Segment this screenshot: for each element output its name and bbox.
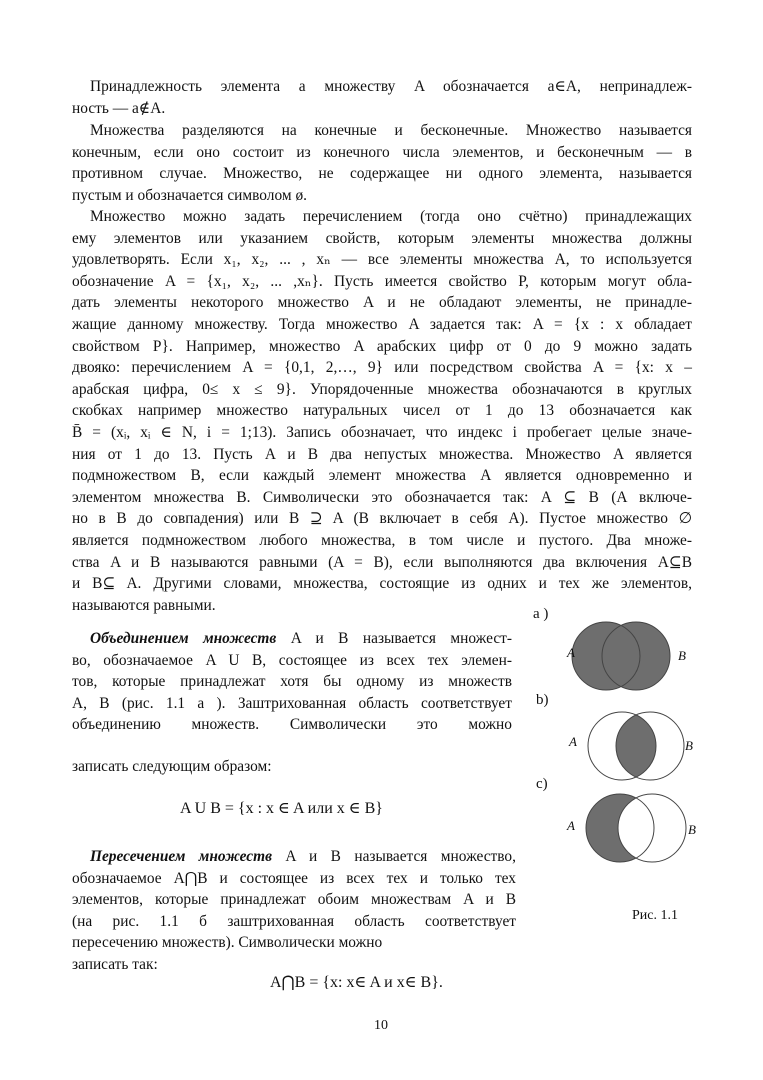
text-line: ния от 1 до 13. Пусть A и B два непустых множества. Множество A является: [72, 445, 692, 463]
text-line: называются равными.: [72, 596, 216, 614]
text-line: дать элементы некоторого множество A и не обладают элементы, не принадле-: [72, 294, 692, 312]
text-line: пересечению множеств). Символически можно: [72, 934, 383, 952]
union-definition: [72, 628, 512, 736]
text-line: противном случае. Множество, не содержащее ни одного элемента, называется: [72, 165, 692, 183]
text-line: записать так:: [72, 955, 158, 973]
paragraph-membership: [72, 76, 692, 119]
panel-c-label: c): [536, 776, 548, 792]
union-formula: A U B = {x : x ∈ A или x ∈ B}: [180, 800, 383, 817]
text-line: Принадлежность элемента a множеству A обозначается a∈A, непринадлеж-: [90, 78, 692, 95]
panel-a-label: a ): [533, 606, 549, 622]
intersection-term: Пересечением множеств: [90, 848, 272, 865]
venn-union-diagram: [556, 616, 686, 696]
text-line: пустым и обозначается символом ø.: [72, 186, 307, 204]
panel-b-set-a: A: [569, 734, 577, 749]
panel-c-set-b: B: [688, 822, 696, 837]
text-line: во, обозначаемое A U B, состоящее из всех тех элемен-: [72, 651, 512, 669]
venn-intersection-diagram: [586, 708, 686, 784]
text-line: свойством P}. Например, множество A арабских цифр от 0 до 9 можно задать: [72, 337, 692, 355]
text-line: Множество можно задать перечислением (тогда оно счётно) принадлежащих: [90, 208, 692, 225]
text-line: жащие данному множеству. Тогда множество A задается так: A = {x : x обладает: [72, 315, 692, 333]
text-line: B̄ = (xᵢ, xᵢ ∈ N, i = 1;13). Запись обозначает, что индекс i пробегает целые значе-: [72, 423, 692, 441]
figure-caption: Рис. 1.1: [632, 908, 678, 923]
text-line: является подмножеством любого множества, в том числе и пустого. Два множе-: [72, 531, 692, 549]
union-continuation: записать следующим образом:: [72, 758, 272, 775]
paragraph-set-definition: [72, 206, 692, 616]
text-line: тов, которые принадлежат хотя бы одному из множеств: [72, 673, 512, 691]
panel-b-label: b): [536, 692, 549, 708]
text-line: ность — a∉A.: [72, 99, 166, 117]
text-line: Пересечением множеств A и B называется множество,: [90, 848, 516, 865]
panel-a-set-a: A: [567, 645, 575, 660]
text-line: обозначаемое A⋂B и состоящее из всех тех и только тех: [72, 869, 516, 887]
text-line: конечным, если оно состоит из конечного числа элементов, и бесконечным — в: [72, 143, 692, 161]
text-line: элементов, которые принадлежат обоим множествам A и B: [72, 891, 516, 909]
panel-a-set-b: B: [678, 648, 686, 663]
text-line: двояко: перечислением A = {0,1, 2,…, 9} или посредством свойства A = {x: x –: [72, 359, 692, 377]
intersection-formula: A⋂B = {x: x∈ A и x∈ B}.: [270, 974, 443, 991]
text-line: Объединением множеств A и B называется множест-: [90, 630, 512, 647]
text-line: A, B (рис. 1.1 a ). Заштрихованная область соответствует: [72, 694, 512, 712]
text-line: (на рис. 1.1 б заштрихованная область соответствует: [72, 912, 516, 930]
text-line: удовлетворять. Если x₁, x₂, ... , xₙ — все элементы множества A, то используется: [72, 251, 692, 269]
text-line: ства A и B называются равными (A = B), если выполняются два включения A⊆B: [72, 553, 692, 571]
venn-difference-diagram: [582, 790, 690, 868]
text-line: скобках например множество натуральных чисел от 1 до 13 обозначается как: [72, 402, 692, 420]
text-line: подмножеством B, если каждый элемент множества A является одновременно и: [72, 467, 692, 485]
text-line: и B⊆ A. Другими словами, множества, состоящие из одних и тех же элементов,: [72, 575, 692, 593]
text-line: но в B до совпадения) или B ⊇ A (B включает в себя A). Пустое множество ∅: [72, 510, 692, 528]
text-line: арабская цифра, 0≤ x ≤ 9}. Упорядоченные множества обозначаются в круглых: [72, 380, 692, 398]
page-number: 10: [374, 1018, 388, 1033]
intersection-definition: [72, 846, 516, 976]
text-line: обозначение A = {x₁, x₂, ... ,xₙ}. Пусть имеется свойство P, которым могут обла-: [72, 272, 692, 290]
paragraph-finite-infinite: [72, 120, 692, 206]
text-line: объединению множеств. Символически это можно: [72, 716, 512, 734]
panel-b-set-b: B: [685, 738, 693, 753]
union-term: Объединением множеств: [90, 630, 277, 647]
text-line: Множества разделяются на конечные и бесконечные. Множество называется: [90, 122, 692, 139]
text-line: ему элементов или указанием свойств, которым элементы множества должны: [72, 229, 692, 247]
text-line: элементом множества B. Символически это обозначается так: A ⊆ B (A включе-: [72, 488, 692, 506]
panel-c-set-a: A: [567, 818, 575, 833]
